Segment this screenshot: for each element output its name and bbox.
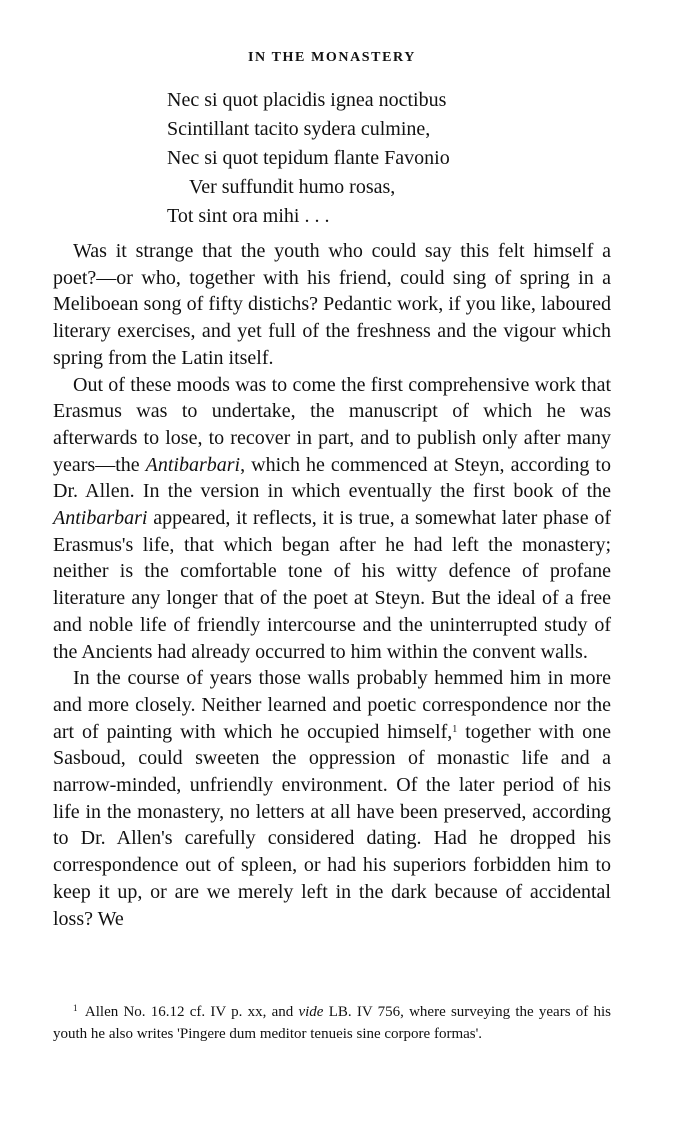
paragraph-3 bbox=[53, 665, 611, 932]
book-title-antibarbari-2: Antibarbari bbox=[53, 507, 148, 530]
verse-line-1: Nec si quot placidis ignea noctibus bbox=[167, 89, 447, 111]
paragraph-2-text-b: , which he commenced at Steyn, according to Dr. Allen. In the version in which eventually the first book of the bbox=[53, 453, 611, 503]
verse-line-4: Ver suffundit humo rosas, bbox=[189, 176, 396, 198]
paragraph-1-text: Was it strange that the youth who could say this felt himself a poet?—or who, together with his friend, could sing of spring in a Meliboean song of fifty distichs? Pedantic work, if you like, laboured literary exercises, and yet full of the freshness and the vigour which spring from the Latin itself. bbox=[53, 240, 611, 369]
verse-line-2: Scintillant tacito sydera culmine, bbox=[167, 118, 431, 140]
book-title-antibarbari: Antibarbari bbox=[145, 453, 241, 476]
paragraph-2 bbox=[53, 372, 611, 666]
latin-verse-quotation bbox=[167, 86, 450, 231]
footnote-mark: 1 bbox=[73, 1003, 78, 1013]
body-text bbox=[53, 238, 611, 932]
footnote-reference: 1 bbox=[452, 723, 458, 735]
footnotes bbox=[53, 1001, 611, 1045]
running-head: IN THE MONASTERY bbox=[248, 50, 416, 65]
paragraph-3-text-b: together with one Sasboud, could sweeten the oppression of monastic life and a narrow-minded, unfriendly environment. Of the later period of his life in the monastery, no letters at all have been preserved, according to Dr. Allen's carefully considered dating. Had he dropped his correspondence out of spleen, or had his superiors forbidden him to keep it up, or are we merely left in the dark because of accidental loss? We bbox=[53, 720, 611, 930]
footnote-text-a: Allen No. 16.12 cf. IV p. xx, and bbox=[80, 1004, 299, 1020]
paragraph-1 bbox=[53, 238, 611, 372]
footnote-text-b: LB. IV 756, where surveying the years of his youth he also writes 'Pingere dum meditor tenueis sine corpore formas'. bbox=[53, 1004, 611, 1042]
verse-line-3: Nec si quot tepidum flante Favonio bbox=[167, 147, 450, 169]
paragraph-2-text-c: appeared, it reflects, it is true, a somewhat later phase of Erasmus's life, that which began after he had left the monastery; neither is the comfortable tone of his witty defence of profane literature any longer that of the poet at Steyn. But the ideal of a free and noble life of friendly intercourse and the uninterrupted study of the Ancients had already occurred to him within the convent walls. bbox=[53, 507, 611, 663]
footnote-1 bbox=[53, 1001, 611, 1045]
verse-line-5: Tot sint ora mihi . . . bbox=[167, 205, 330, 227]
paragraph-2-text-a: Out of these moods was to come the first comprehensive work that Erasmus was to undertake, the manuscript of which he was afterwards to lose, to recover in part, and to publish only after many years—the bbox=[53, 373, 611, 476]
paragraph-3-text-a: In the course of years those walls probably hemmed him in more and more closely. Neither learned and poetic correspondence nor the art of painting with which he occupied himself, bbox=[53, 667, 611, 743]
footnote-vide: vide bbox=[298, 1004, 324, 1020]
